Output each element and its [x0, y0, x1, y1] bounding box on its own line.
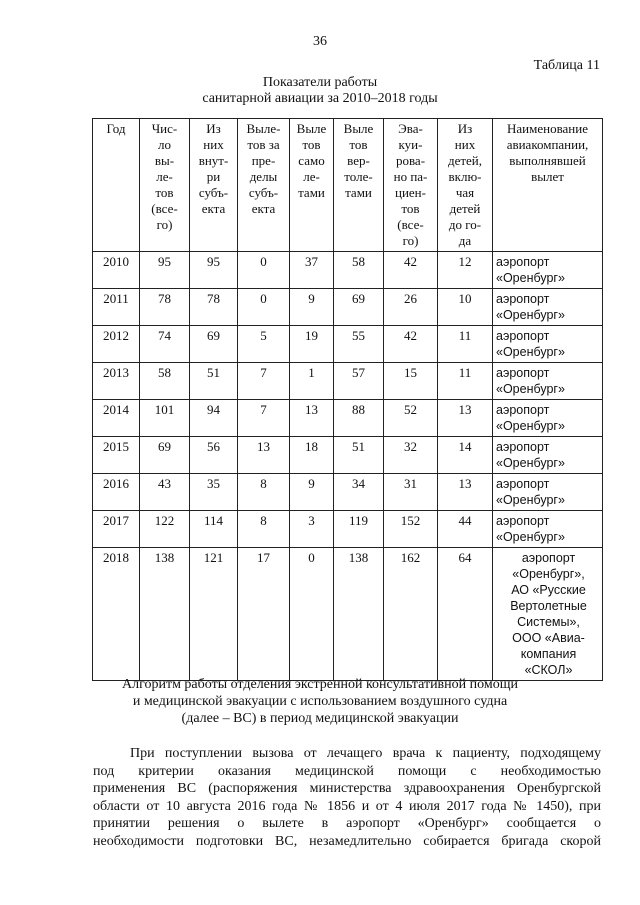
- cell-year: 2017: [93, 511, 140, 548]
- cell-year: 2012: [93, 326, 140, 363]
- cell-planes: 0: [290, 548, 334, 681]
- body-paragraph: [93, 745, 601, 850]
- table-row: [93, 289, 603, 326]
- cell-children: 12: [438, 252, 493, 289]
- cell-evacuated: 42: [384, 252, 438, 289]
- cell-inside: 56: [190, 437, 238, 474]
- cell-helicopters: 58: [334, 252, 384, 289]
- cell-planes: 37: [290, 252, 334, 289]
- cell-children: 13: [438, 474, 493, 511]
- cell-company: аэропорт «Оренбург»: [493, 252, 603, 289]
- cell-total: 95: [140, 252, 190, 289]
- cell-planes: 1: [290, 363, 334, 400]
- cell-outside: 17: [238, 548, 290, 681]
- header-plane-flights: Выле тов само ле- тами: [290, 119, 334, 252]
- cell-inside: 95: [190, 252, 238, 289]
- cell-outside: 8: [238, 474, 290, 511]
- cell-company: аэропорт «Оренбург»: [493, 400, 603, 437]
- cell-evacuated: 42: [384, 326, 438, 363]
- table-header-row: [93, 119, 603, 252]
- table-row: [93, 548, 603, 681]
- header-total-flights: Чис- ло вы- ле- тов (все- го): [140, 119, 190, 252]
- cell-evacuated: 52: [384, 400, 438, 437]
- cell-helicopters: 119: [334, 511, 384, 548]
- cell-year: 2015: [93, 437, 140, 474]
- cell-evacuated: 152: [384, 511, 438, 548]
- cell-total: 74: [140, 326, 190, 363]
- body-line: применения ВС (распоряжения министерства здравоохранения Оренбургской: [93, 781, 601, 796]
- cell-company: аэропорт «Оренбург», АО «Русские Вертолетные Системы», ООО «Авиа- компания «СКОЛ»: [493, 548, 603, 681]
- cell-outside: 13: [238, 437, 290, 474]
- header-evacuated-patients: Эва- куи- рова- но па- циен- тов (все- го): [384, 119, 438, 252]
- body-line: необходимости подготовки ВС, незамедлительно собирается бригада скорой: [93, 833, 601, 849]
- cell-children: 10: [438, 289, 493, 326]
- body-line: области от 10 августа 2016 года № 1856 и от 4 июля 2017 года № 1450), при: [93, 798, 601, 814]
- cell-planes: 3: [290, 511, 334, 548]
- cell-outside: 7: [238, 400, 290, 437]
- cell-planes: 19: [290, 326, 334, 363]
- cell-total: 58: [140, 363, 190, 400]
- cell-company: аэропорт «Оренбург»: [493, 363, 603, 400]
- indicators-table: [92, 118, 603, 681]
- cell-total: 122: [140, 511, 190, 548]
- cell-year: 2013: [93, 363, 140, 400]
- cell-inside: 121: [190, 548, 238, 681]
- cell-total: 78: [140, 289, 190, 326]
- table-row: [93, 474, 603, 511]
- cell-children: 64: [438, 548, 493, 681]
- cell-helicopters: 57: [334, 363, 384, 400]
- header-company: Наименование авиакомпании, выполнявшей вылет: [493, 119, 603, 252]
- cell-outside: 5: [238, 326, 290, 363]
- body-line: под критерии оказания медицинской помощи с необходимостью: [93, 763, 601, 779]
- cell-year: 2018: [93, 548, 140, 681]
- cell-company: аэропорт «Оренбург»: [493, 326, 603, 363]
- header-children: Из них детей, вклю- чая детей до го- да: [438, 119, 493, 252]
- cell-outside: 0: [238, 289, 290, 326]
- cell-children: 11: [438, 363, 493, 400]
- table-row: [93, 363, 603, 400]
- cell-evacuated: 26: [384, 289, 438, 326]
- cell-total: 69: [140, 437, 190, 474]
- cell-year: 2010: [93, 252, 140, 289]
- cell-outside: 8: [238, 511, 290, 548]
- cell-company: аэропорт «Оренбург»: [493, 289, 603, 326]
- table-caption: Таблица 11: [533, 58, 600, 73]
- cell-evacuated: 32: [384, 437, 438, 474]
- cell-outside: 0: [238, 252, 290, 289]
- page-number: 36: [313, 34, 327, 49]
- cell-inside: 78: [190, 289, 238, 326]
- cell-total: 101: [140, 400, 190, 437]
- cell-inside: 35: [190, 474, 238, 511]
- cell-helicopters: 88: [334, 400, 384, 437]
- cell-children: 14: [438, 437, 493, 474]
- cell-company: аэропорт «Оренбург»: [493, 511, 603, 548]
- cell-outside: 7: [238, 363, 290, 400]
- cell-children: 13: [438, 400, 493, 437]
- cell-helicopters: 55: [334, 326, 384, 363]
- cell-children: 11: [438, 326, 493, 363]
- cell-helicopters: 34: [334, 474, 384, 511]
- cell-company: аэропорт «Оренбург»: [493, 474, 603, 511]
- cell-planes: 9: [290, 474, 334, 511]
- cell-total: 43: [140, 474, 190, 511]
- table-row: [93, 252, 603, 289]
- cell-inside: 51: [190, 363, 238, 400]
- body-line: При поступлении вызова от лечащего врача к пациенту, подходящему: [130, 746, 601, 761]
- cell-inside: 94: [190, 400, 238, 437]
- header-inside-region: Из них внут- ри субъ- екта: [190, 119, 238, 252]
- algorithm-title: Алгоритм работы отделения экстренной консультативной помощи и медицинской эвакуации с использованием воздушного судна (далее – ВС) в период медицинской эвакуации: [121, 677, 519, 726]
- header-helicopter-flights: Выле тов вер- толе- тами: [334, 119, 384, 252]
- cell-year: 2016: [93, 474, 140, 511]
- cell-inside: 69: [190, 326, 238, 363]
- table-title: [0, 75, 640, 107]
- cell-helicopters: 138: [334, 548, 384, 681]
- table-title-line-2: санитарной авиации за 2010–2018 годы: [202, 91, 438, 106]
- cell-evacuated: 162: [384, 548, 438, 681]
- table-title-line-1: Показатели работы: [262, 75, 378, 90]
- table-row: [93, 326, 603, 363]
- table-row: [93, 400, 603, 437]
- cell-evacuated: 15: [384, 363, 438, 400]
- table-row: [93, 511, 603, 548]
- cell-year: 2014: [93, 400, 140, 437]
- cell-total: 138: [140, 548, 190, 681]
- header-outside-region: Выле- тов за пре- делы субъ- екта: [238, 119, 290, 252]
- cell-company: аэропорт «Оренбург»: [493, 437, 603, 474]
- cell-planes: 13: [290, 400, 334, 437]
- cell-planes: 9: [290, 289, 334, 326]
- header-year: Год: [93, 119, 140, 252]
- cell-inside: 114: [190, 511, 238, 548]
- cell-evacuated: 31: [384, 474, 438, 511]
- cell-planes: 18: [290, 437, 334, 474]
- table-row: [93, 437, 603, 474]
- body-line: принятии решения о вылете в аэропорт «Оренбург» сообщается о: [93, 816, 601, 831]
- cell-children: 44: [438, 511, 493, 548]
- cell-year: 2011: [93, 289, 140, 326]
- cell-helicopters: 69: [334, 289, 384, 326]
- cell-helicopters: 51: [334, 437, 384, 474]
